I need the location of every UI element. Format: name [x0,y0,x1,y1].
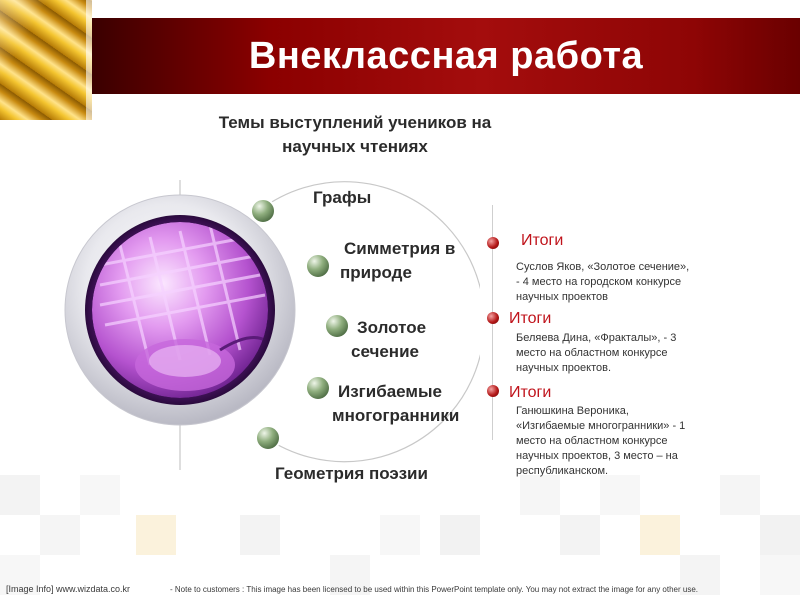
result-text-1: Суслов Яков, «Золотое сечение», - 4 место на городском конкурсе научных проектов [516,261,690,303]
topic-graphs: Графы [313,188,372,207]
topic-golden-ratio: Золотое сечение [351,318,427,361]
result-text-2: Беляева Дина, «Фракталы», - 3 место на областном конкурсе научных проектов. [516,332,677,374]
topic-poetry-geometry: Геометрия поэзии [275,464,428,483]
topic-flexible-polyhedra: Изгибаемые многогранники [332,382,460,425]
topic-symmetry: Симметрия в природе [340,239,456,282]
slide-title: Внеклассная работа [248,35,644,77]
red-bullet-icon [487,312,499,324]
result-heading-2: Итоги [509,310,552,327]
image-info-footer: [Image Info] www.wizdata.co.kr [6,584,131,594]
red-bullet-icon [487,385,499,397]
license-note-footer: - Note to customers : This image has been licensed to be used within this PowerPoint template only. You may not extract the image for any other use. [170,585,698,594]
subtitle-line-2: научных чтениях [282,137,428,156]
result-heading-1: Итоги [521,232,564,249]
subtitle-line-1: Темы выступлений учеников на [218,113,492,132]
result-text-3: Ганюшкина Вероника, «Изгибаемые многогранники» - 1 место на областном конкурсе научных проектов, 3 место – на республиканском. [516,405,686,477]
result-heading-3: Итоги [509,384,552,401]
red-bullet-icon [487,237,499,249]
slide-subtitle [180,111,530,159]
gold-bars-image [0,0,92,120]
